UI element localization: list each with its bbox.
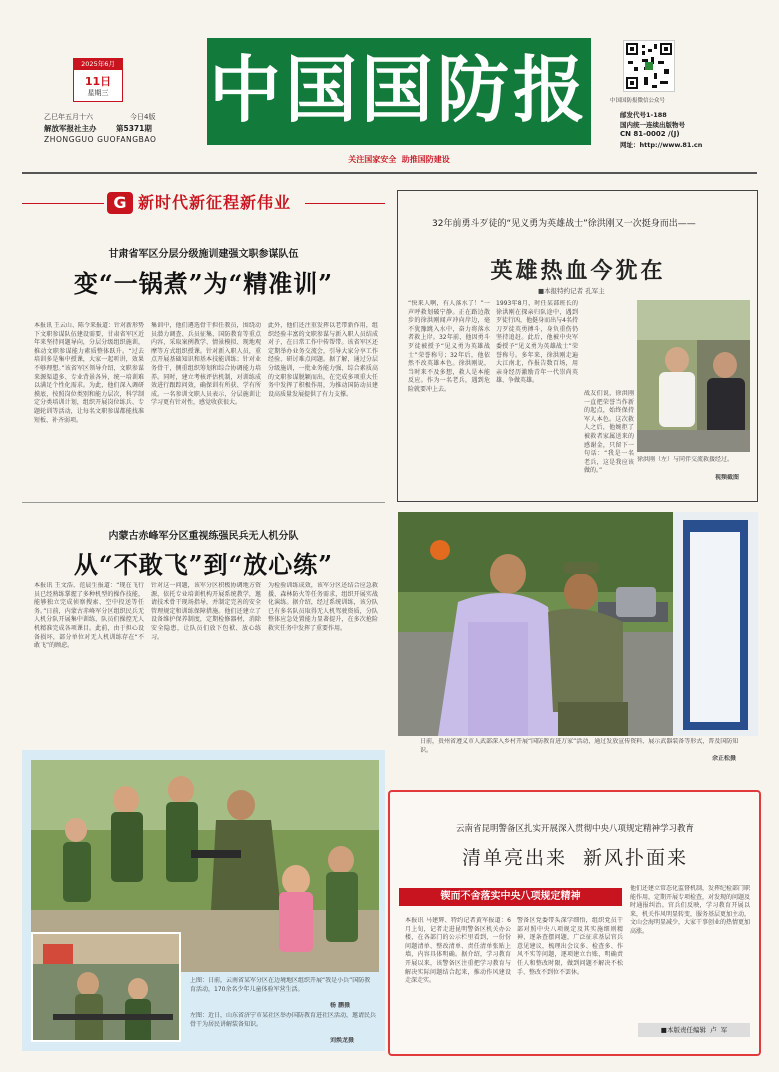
- masthead-pinyin: ZHONGGUO GUOFANGBAO: [44, 135, 157, 144]
- article4-headline: 清单亮出来 新风扑面来: [461, 847, 689, 869]
- article3-col3: 为检验训练成效，该军分区还结合应急救援、森林防火等任务需求，组织开展实战化演练。据介绍，经过系统训练，该分队已有多名队员取得无人机驾驶资质，分队整体应急处置能力显著提升，在多次抢险救灾任务中发挥了重要作用。: [268, 582, 378, 632]
- article1-col1: 本报讯 王云山、陈令来报道：针对新形势下文职参谋队伍建设需要，甘肃省军区近年来坚持问题导向，分层分级组织施训，推动文职参谋能力素质整体跃升。“过去培训多是集中授课，大家一起听讲，效果不够理想。”该省军区领导介绍，文职参谋来源渠道多、专业背景各异，统一培训难以满足个性化需求。为此，他们深入调研摸底，按照岗位类别和能力层次，科学制定分类培训计划，组织开展岗位练兵、专题轮训等活动，让每名文职参谋都能找准短板、补齐弱项。: [34, 322, 144, 424]
- section-logo: [107, 192, 133, 214]
- kids-photo-caption2: 左图：近日，山东省济宁市某社区举办国防教育进社区活动，邀请民兵骨干为居民讲解装备知识。: [190, 1012, 376, 1028]
- section-logo-char: G: [113, 193, 127, 212]
- article4-subhead: 锲而不舍落实中央八项规定精神: [440, 891, 581, 902]
- masthead-banner: [207, 38, 591, 145]
- article3-headline: 从“不敢飞”到“放心练”: [73, 550, 334, 579]
- article4-subhead-bar: [399, 888, 622, 906]
- article1-col3: 此外，他们还注重发挥以老带新作用，组织经验丰富的文职参谋与新入职人员结成对子，在日常工作中传帮带。该省军区还定期举办业务交流会，引导大家分享工作经验、研讨难点问题。据了解，通过分层分级施训，一批业务能力强、综合素质高的文职参谋脱颖而出，在完成多项重大任务中发挥了积极作用，为推动国防动员建设高质量发展提供了有力支撑。: [268, 322, 378, 398]
- article4-col3: 他们还建立常态化监督机制，发挥纪检部门职能作用，定期开展专项检查，对发现的问题及时通报纠治。官兵们反映，学习教育开展以来，机关作风明显转变，服务基层更加主动，文山会海明显减少，大家干事创业的热情更加高涨。: [630, 885, 750, 935]
- date-year-month: 2025年6月: [74, 59, 122, 70]
- website: 网址：http://www.81.cn: [620, 141, 703, 149]
- article3-col1: 本报讯 王文浩、范晨生报道：“现在飞行员已经熟练掌握了多种机型的操作技能，能够独立完成侦察搜索、空中投送等任务。”日前，内蒙古赤峰军分区组织民兵无人机分队开展集中训练，队员们操控无人机精准完成各项课目。此前，由于担心设备损坏，部分单位对无人机训练存在“不敢飞”的顾虑。: [34, 582, 144, 650]
- article1-kicker: 甘肃省军区分层分级施训建强文职参谋队伍: [108, 249, 299, 260]
- article4-editor-box: [638, 1023, 750, 1037]
- article2-col2: 1993年8月，时任某部班长的徐洪刚在探亲归队途中，遇到歹徒行凶，他挺身而出与4名持刀歹徒英勇搏斗，身负重伤仍坚持追赶。此后，他被中央军委授予“见义勇为英雄战士”荣誉称号。多年来，徐洪刚走遍大江南北，作报告数百场，用亲身经历激励青年一代崇尚英雄、争做英雄。: [496, 300, 578, 385]
- masthead-slogan: 关注国家安全 助推国防建设: [348, 155, 450, 164]
- army-photo-caption: 日前，贵州省遵义市人武部深入乡村开展“国防教育进万家”活动，通过发放宣传资料、展示武器装备等形式，普及国防知识。: [420, 738, 739, 754]
- army-photo: [398, 512, 758, 736]
- lunar-date: 乙巳年五月十六: [44, 113, 93, 121]
- article1-headline: 变“一锅煮”为“精准训”: [73, 269, 334, 298]
- article2-caption: 徐洪刚（左）与同伴交流救援经过。: [637, 456, 734, 463]
- article2-caption-credit: 视频截图: [715, 474, 740, 481]
- article3-col2: 针对这一问题，该军分区积极协调地方资源，依托专业培训机构开展系统教学，邀请技术骨干现场指导，并制定完善的安全管理规定和训练保障措施。他们还建立了设备维护保养制度，定期检修器材，消除安全隐患，让队员们放下包袱、放心练习。: [151, 582, 261, 641]
- article2-kicker: 32年前勇斗歹徒的“见义勇为英雄战士”徐洪刚又一次挺身而出——: [432, 219, 696, 229]
- article4-col1: 本报讯 马建辉、特约记者黄军报道：6月上旬，记者走进昆明警备区机关办公楼，在各部门的公示栏里看到，一份份问题清单、整改清单、责任清单张贴上墙，内容具体明确。据介绍，学习教育开展以来，该警备区注重把学习教育与解决实际问题结合起来，推动作风建设走深走实。: [405, 917, 511, 985]
- article3-kicker: 内蒙古赤峰军分区重视练强民兵无人机分队: [108, 531, 299, 542]
- kids-photo-credit2: 刘焕龙摄: [330, 1037, 355, 1044]
- army-photo-credit: 余正松摄: [712, 755, 737, 762]
- article1-col2: 集训中，他们遴选骨干担任教员，围绕动员潜力调查、兵员征集、国防教育等重点内容，采取案例教学、情景模拟、现地观摩等方式组织授课。针对新入职人员，重点开展基础知识和基本技能训练；针对业务骨干，侧重组织筹划和综合协调能力培养。同时，建立考核评估机制，对训练成效进行跟踪问效，确保训有所获、学有所成。一名参训文职人员表示，分层施训让学习更有针对性，感觉收获很大。: [151, 322, 261, 407]
- article4-col2: 警备区党委带头深学细悟，组织党员干部对照中央八项规定及其实施细则精神，逐条查摆问题，广泛征求基层官兵意见建议，梳理出会议多、检查多、作风不实等问题，逐项建立台账，明确责任人和整改时限，做到问题不解决不松手、整改不到位不罢休。: [517, 917, 623, 976]
- article4-kicker: 云南省昆明警备区扎实开展深入贯彻中央八项规定精神学习教育: [455, 824, 694, 834]
- cn-code-label: 国内统一连续出版物号: [620, 121, 685, 129]
- article2-headline: 英雄热血今犹在: [490, 259, 666, 284]
- masthead-title: 中国国防报: [208, 47, 589, 132]
- kids-photo-caption: 上图：日前，云南省某军分区在边境地区组织开展“我是小兵”国防教育活动，170余名少年儿童体验军营生活。: [190, 977, 371, 993]
- kids-photo-credit1: 杨 鹏摄: [330, 1002, 351, 1009]
- cn-code: CN 81-0002 /(J): [620, 130, 680, 138]
- qr-code: [623, 40, 675, 92]
- qr-caption: 中国国防报微信公众号: [610, 98, 666, 104]
- article4-editor: ■本版责任编辑 卢 军: [660, 1026, 728, 1034]
- postal-code: 邮发代号1-188: [620, 111, 667, 119]
- article2-col3: 战友们说，徐洪刚一直把荣誉当作新的起点，始终保持军人本色。这次救人之后，他婉拒了被救者家属送来的感谢金，只留下一句话：“我是一名老兵，这是我应该做的。”: [584, 390, 634, 475]
- date-box: [73, 58, 123, 102]
- publisher: 解放军报社主办: [44, 124, 97, 133]
- date-weekday: 星期三: [87, 89, 109, 97]
- issue-number: 第5371期: [116, 124, 152, 133]
- article2-col1: “快来人啊，有人落水了！”一声呼救划破宁静。正在路边散步的徐洪刚闻声冲向岸边，毫不犹豫跳入水中，奋力将落水者救上岸。32年前，他因勇斗歹徒被授予“见义勇为英雄战士”荣誉称号；32年后，他依然不改英雄本色。徐洪刚说，当时来不及多想，救人是本能反应。作为一名老兵，遇到危险就要冲上去。: [408, 300, 490, 393]
- date-day: 11日: [84, 75, 112, 88]
- article2-byline: ■本报特约记者 孔军主: [538, 287, 605, 295]
- kids-photo-small: [31, 932, 181, 1042]
- page-count: 今日4版: [130, 113, 156, 121]
- section-title: 新时代新征程新伟业: [138, 193, 292, 212]
- article2-photo: [637, 300, 750, 452]
